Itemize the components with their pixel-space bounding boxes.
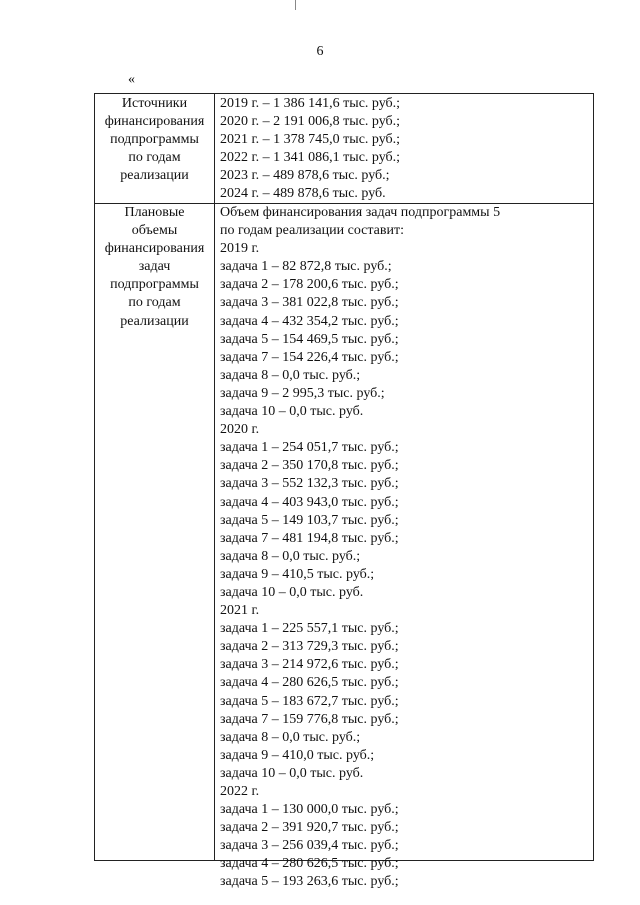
page-number: 6 [316, 44, 324, 59]
text-line: 2021 г. – 1 378 745,0 тыс. руб.; [220, 132, 401, 148]
text-line: задача 10 – 0,0 тыс. руб. [220, 584, 364, 600]
text-line: Объем финансирования задач подпрограммы 5 [220, 205, 501, 220]
row1-values [220, 95, 400, 204]
text-line: задача 9 – 2 995,3 тыс. руб.; [220, 385, 385, 401]
text-line: по годам [128, 150, 181, 166]
text-line: задача 8 – 0,0 тыс. руб.; [220, 729, 361, 745]
text-line: задача 8 – 0,0 тыс. руб.; [220, 367, 361, 383]
financing-table [94, 93, 594, 890]
scan-edge-mark [295, 0, 296, 10]
text-line: задача 1 – 225 557,1 тыс. руб.; [220, 621, 399, 637]
text-line: реализации [120, 168, 189, 184]
text-line: задача 9 – 410,0 тыс. руб.; [220, 747, 375, 763]
opening-quote: « [128, 72, 135, 87]
text-line: задача 10 – 0,0 тыс. руб. [220, 404, 364, 420]
text-line: задача 2 – 391 920,7 тыс. руб.; [220, 820, 399, 836]
text-line: задача 5 – 183 672,7 тыс. руб.; [220, 693, 399, 709]
text-line: Плановые [124, 205, 185, 220]
text-line: задача 2 – 350 170,8 тыс. руб.; [220, 458, 399, 474]
text-line: задача 7 – 481 194,8 тыс. руб.; [220, 530, 399, 546]
text-line: задача 2 – 178 200,6 тыс. руб.; [220, 277, 399, 293]
text-line: по годам реализации составит: [220, 223, 404, 239]
row2-label [95, 204, 214, 331]
text-line: задача 5 – 149 103,7 тыс. руб.; [220, 512, 399, 528]
text-line: задача 3 – 214 972,6 тыс. руб.; [220, 657, 399, 673]
text-line: Источники [121, 96, 188, 111]
text-line: 2020 г. – 2 191 006,8 тыс. руб.; [220, 114, 401, 130]
text-line: 2023 г. – 489 878,6 тыс. руб.; [220, 168, 390, 184]
text-line: 2022 г. – 1 341 086,1 тыс. руб.; [220, 150, 401, 166]
text-line: задача 10 – 0,0 тыс. руб. [220, 765, 364, 781]
text-line: финансирования [104, 241, 205, 257]
text-line: задача 5 – 193 263,6 тыс. руб.; [220, 874, 399, 890]
text-line: задача 3 – 256 039,4 тыс. руб.; [220, 838, 399, 854]
text-line: задача 1 – 130 000,0 тыс. руб.; [220, 802, 399, 818]
text-line: 2019 г. – 1 386 141,6 тыс. руб.; [220, 96, 401, 111]
text-line: задача 4 – 403 943,0 тыс. руб.; [220, 494, 399, 510]
text-line: задача 8 – 0,0 тыс. руб.; [220, 548, 361, 564]
text-line: задача 2 – 313 729,3 тыс. руб.; [220, 639, 399, 655]
text-line: задача 4 – 432 354,2 тыс. руб.; [220, 313, 399, 329]
text-line: задач [138, 259, 171, 275]
text-line: 2022 г. [220, 784, 260, 799]
text-line: задача 1 – 254 051,7 тыс. руб.; [220, 440, 399, 456]
text-line: задача 1 – 82 872,8 тыс. руб.; [220, 259, 392, 275]
text-line: подпрограммы [110, 132, 199, 148]
text-line: финансирования [104, 114, 205, 130]
text-line: задача 9 – 410,5 тыс. руб.; [220, 566, 375, 582]
text-line: задача 7 – 154 226,4 тыс. руб.; [220, 349, 399, 365]
text-line: 2021 г. [220, 603, 260, 619]
text-line: задача 4 – 280 626,5 тыс. руб.; [220, 675, 399, 691]
row2-values [220, 204, 500, 892]
row1-label [95, 95, 214, 185]
column-divider [214, 94, 215, 860]
text-line: задача 3 – 552 132,3 тыс. руб.; [220, 476, 399, 492]
text-line: задача 7 – 159 776,8 тыс. руб.; [220, 711, 399, 727]
text-line: 2024 г. – 489 878,6 тыс. руб. [220, 186, 386, 202]
text-line: реализации [120, 313, 189, 329]
text-line: объемы [131, 223, 178, 239]
text-line: задача 4 – 280 626,5 тыс. руб.; [220, 856, 399, 872]
text-line: задача 3 – 381 022,8 тыс. руб.; [220, 295, 399, 311]
text-line: 2019 г. [220, 241, 260, 257]
text-line: задача 5 – 154 469,5 тыс. руб.; [220, 331, 399, 347]
text-line: подпрограммы [110, 277, 199, 293]
text-line: по годам [128, 295, 181, 311]
text-line: 2020 г. [220, 422, 260, 438]
